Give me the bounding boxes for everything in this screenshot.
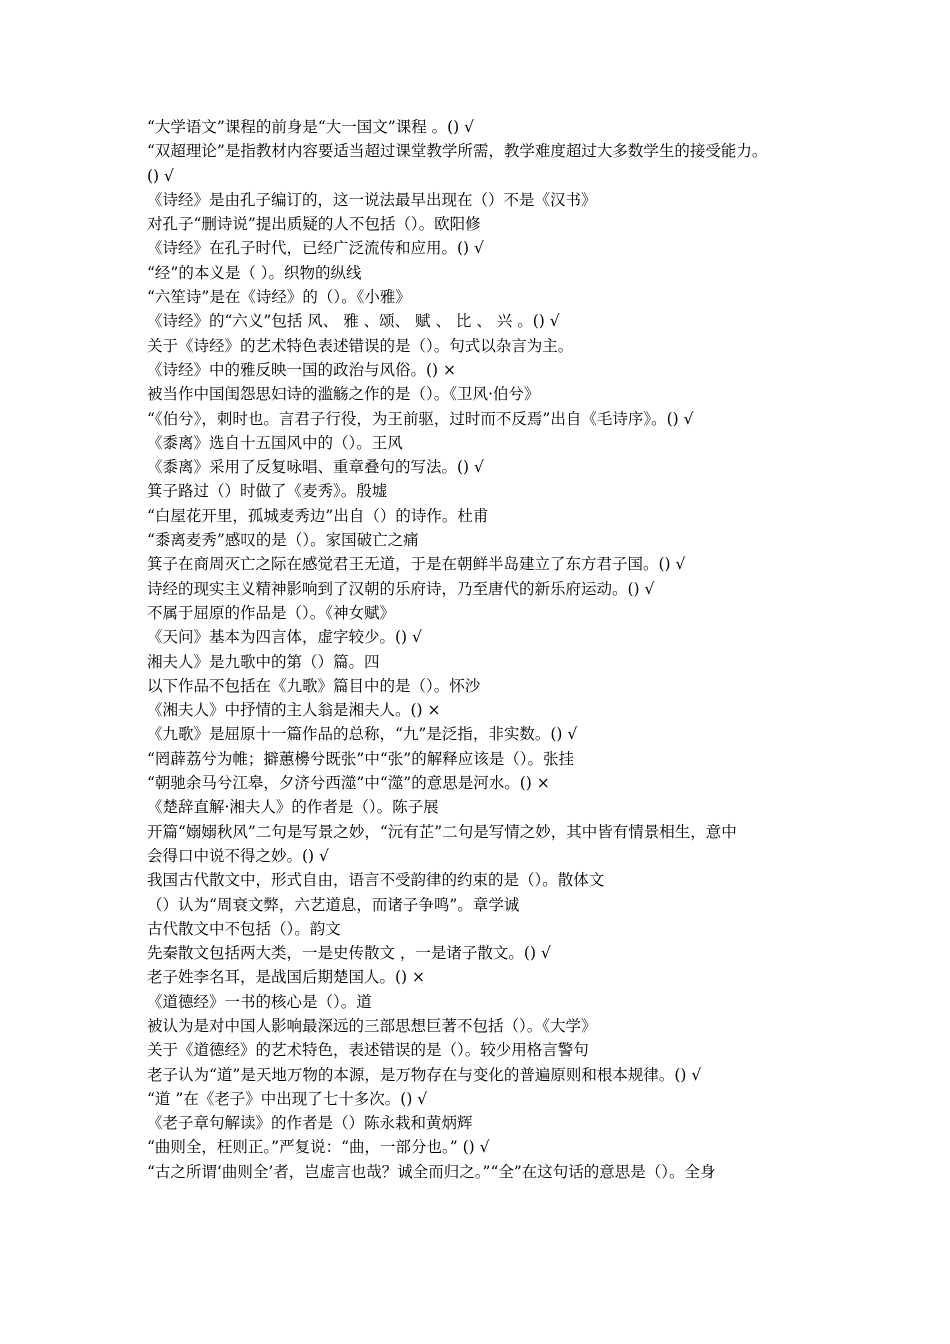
document-page [147,115,817,1184]
text-line-43: “曲则全，枉则正。”严复说：“曲，一部分也。” () √ [147,1138,490,1157]
text-line-14: 《黍离》选自十五国风中的（）。王风 [147,433,403,452]
text-line-44: “古之所谓‘曲则全’者，岂虚言也哉？诚全而归之。”“全”在这句话的意思是（）。全身 [147,1162,716,1181]
text-line-30: 开篇“嫋嫋秋风”二句是写景之妙，“沅有芷”二句是写情之妙，其中皆有情景相生，意中 [147,822,737,841]
text-line-35: 先秦散文包括两大类，一是史传散文 ，一是诸子散文。() √ [147,944,551,963]
text-line-26: 《九歌》是屈原十一篇作品的总称，“九”是泛指，非实数。() √ [147,725,578,744]
text-line-32: 我国古代散文中，形式自由，语言不受韵律的约束的是（）。散体文 [147,871,605,890]
text-line-2: “双超理论”是指教材内容要适当超过课堂教学所需，教学难度超过大多数学生的接受能力。 [147,142,768,161]
text-line-19: 箕子在商周灭亡之际在感觉君王无道，于是在朝鲜半岛建立了东方君子国。() √ [147,555,686,574]
text-line-17: “白屋花开里，孤城麦秀边”出自（）的诗作。杜甫 [147,506,489,525]
text-line-11: 《诗经》中的雅反映一国的政治与风俗。() × [147,360,457,379]
text-line-12: 被当作中国闺怨思妇诗的滥觞之作的是（）。《卫风·伯兮》 [147,385,540,404]
text-line-10: 关于《诗经》的艺术特色表述错误的是（）。句式以杂言为主。 [147,336,574,355]
text-line-3: () √ [147,166,174,185]
text-line-25: 《湘夫人》中抒情的主人翁是湘夫人。() × [147,701,441,720]
text-line-9: 《诗经》的“六义”包括 风、 雅 、颂、 赋 、 比 、 兴 。() √ [147,312,560,331]
text-line-41: “道 ”在《老子》中出现了七十多次。() √ [147,1089,428,1108]
text-line-29: 《楚辞直解·湘夫人》的作者是（）。陈子展 [147,798,439,817]
text-line-42: 《老子章句解读》的作者是（）陈永栽和黄炳辉 [147,1114,473,1133]
text-line-34: 古代散文中不包括（）。韵文 [147,919,341,938]
text-line-27: “罔薜荔兮为帷；擗蕙櫋兮既张”中“张”的解释应该是（）。张挂 [147,749,574,768]
text-line-13: “《伯兮》，刺时也。言君子行役，为王前驱，过时而不反焉”出自《毛诗序》。() √ [147,409,694,428]
text-line-40: 老子认为“道”是天地万物的本源，是万物存在与变化的普遍原则和根本规律。() √ [147,1065,702,1084]
text-line-1: “大学语文”课程的前身是“大一国文”课程 。() √ [147,118,475,136]
text-line-21: 不属于屈原的作品是（）。《神女赋》 [147,603,396,622]
text-line-37: 《道德经》一书的核心是（）。道 [147,992,372,1011]
text-line-23: 湘夫人》是九歌中的第（）篇。四 [147,652,380,671]
text-line-36: 老子姓李名耳，是战国后期楚国人。() × [147,968,426,987]
text-line-22: 《天问》基本为四言体，虚字较少。() √ [147,628,422,647]
text-line-7: “经”的本义是（ ）。织物的纵线 [147,263,362,282]
text-line-33: （）认为“周衰文弊，六艺道息，而诸子争鸣”。章学诚 [147,895,520,914]
text-line-15: 《黍离》采用了反复咏唱、重章叠句的写法。() √ [147,458,484,477]
text-line-20: 诗经的现实主义精神影响到了汉朝的乐府诗，乃至唐代的新乐府运动。() √ [147,579,655,598]
text-line-5: 对孔子“删诗说”提出质疑的人不包括（）。欧阳修 [147,215,481,234]
text-line-39: 关于《道德经》的艺术特色，表述错误的是（）。较少用格言警句 [147,1041,589,1060]
text-line-8: “六笙诗”是在《诗经》的（）。《小雅》 [147,288,411,307]
text-line-38: 被认为是对中国人影响最深远的三部思想巨著不包括（）。《大学》 [147,1016,597,1035]
text-line-18: “黍离麦秀”感叹的是（）。家国破亡之痛 [147,531,419,550]
text-line-6: 《诗经》在孔子时代，已经广泛流传和应用。() √ [147,239,484,258]
text-line-31: 会得口中说不得之妙。() √ [147,846,329,865]
text-line-4: 《诗经》是由孔子编订的，这一说法最早出现在（）不是《汉书》 [147,190,597,209]
text-line-16: 箕子路过（）时做了《麦秀》。殷墟 [147,482,388,501]
text-line-28: “朝驰余马兮江皋，夕济兮西澨”中“澨”的意思是河水。() × [147,774,550,793]
text-line-24: 以下作品不包括在《九歌》篇目中的是（）。怀沙 [147,676,481,695]
